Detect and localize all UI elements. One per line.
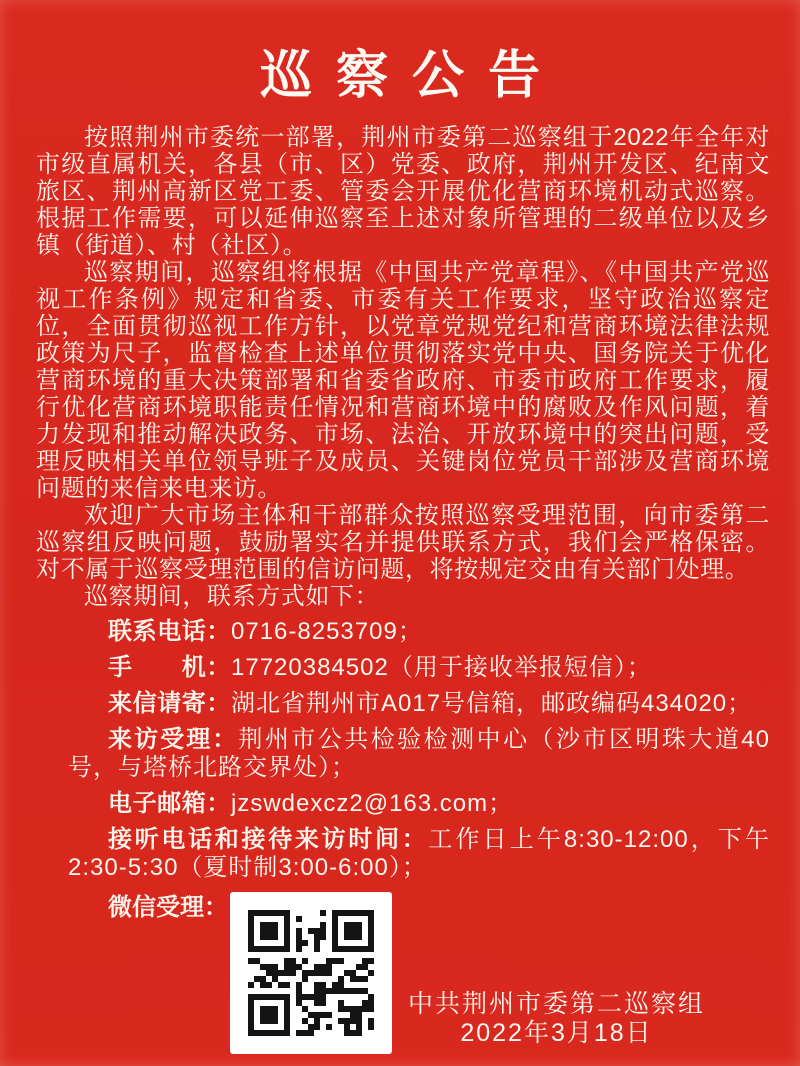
contact-value: 0716-8253709；	[231, 618, 423, 646]
contact-item-mail	[68, 690, 770, 718]
paragraph-welcome: 欢迎广大市场主体和干部群众按照巡察受理范围，向市委第二巡察组反映问题，鼓励署实名并提供联系方式，我们会严格保密。对不属于巡察受理范围的信访问题，将按规定交由有关部门处理。	[36, 502, 770, 584]
signature-date: 2022年3月18日	[460, 1019, 653, 1048]
wechat-section	[108, 892, 800, 1054]
contact-label: 手 机：	[108, 654, 231, 682]
contact-value: 17720384502（用于接收举报短信）；	[231, 654, 652, 682]
signature-block	[408, 990, 705, 1048]
contact-label: 接听电话和接待来访时间：	[108, 826, 429, 854]
wechat-label: 微信受理：	[108, 894, 228, 922]
contact-value: 湖北省荆州市A017号信箱，邮政编码434020；	[231, 690, 753, 718]
contact-item-visit	[68, 726, 770, 782]
contact-item-hours	[68, 826, 770, 882]
contact-item-email	[68, 790, 770, 818]
contact-value: jzswdexcz2@163.com；	[231, 790, 514, 818]
contact-item-mobile	[68, 654, 770, 682]
qr-code-image	[248, 910, 374, 1036]
contact-list	[36, 618, 770, 882]
wechat-qr-code	[230, 892, 392, 1054]
signature-org: 中共荆州市委第二巡察组	[408, 990, 706, 1019]
contact-label: 来信请寄：	[108, 690, 231, 718]
contact-label: 联系电话：	[108, 618, 231, 646]
paragraph-contact-intro: 巡察期间，联系方式如下：	[84, 583, 380, 611]
contact-value: 工作日上午8:30-12:00，下午2:30-5:30（夏时制3:00-6:00）；	[68, 826, 770, 882]
page-title: 巡察公告	[259, 48, 564, 105]
contact-label: 电子邮箱：	[108, 790, 231, 818]
paragraph-basis: 巡察期间，巡察组将根据《中国共产党章程》、《中国共产党巡视工作条例》规定和省委、市委有关工作要求，坚守政治巡察定位，全面贯彻巡视工作方针，以党章党规党纪和营商环境法律法规政策为尺子，监督检查上述单位贯彻落实党中央、国务院关于优化营商环境的重大决策部署和省委省政府、市委市政府工作要求，履行优化营商环境职能责任情况和营商环境中的腐败及作风问题，着力发现和推动解决政务、市场、法治、开放环境中的突出问题，受理反映相关单位领导班子及成员、关键岗位党员干部涉及营商环境问题的来信来电来访。	[36, 259, 770, 503]
contact-item-phone	[68, 618, 770, 646]
announcement-body	[36, 124, 770, 882]
paragraph-scope: 按照荆州市委统一部署，荆州市委第二巡察组于2022年全年对市级直属机关，各县（市、区）党委、政府，荆州开发区、纪南文旅区、荆州高新区党工委、管委会开展优化营商环境机动式巡察。根据工作需要，可以延伸巡察至上述对象所管理的二级单位以及乡镇（街道）、村（社区）。	[36, 124, 770, 260]
contact-label: 来访受理：	[108, 726, 239, 754]
contact-value: 荆州市公共检验检测中心（沙市区明珠大道40号，与塔桥北路交界处）；	[68, 726, 770, 782]
